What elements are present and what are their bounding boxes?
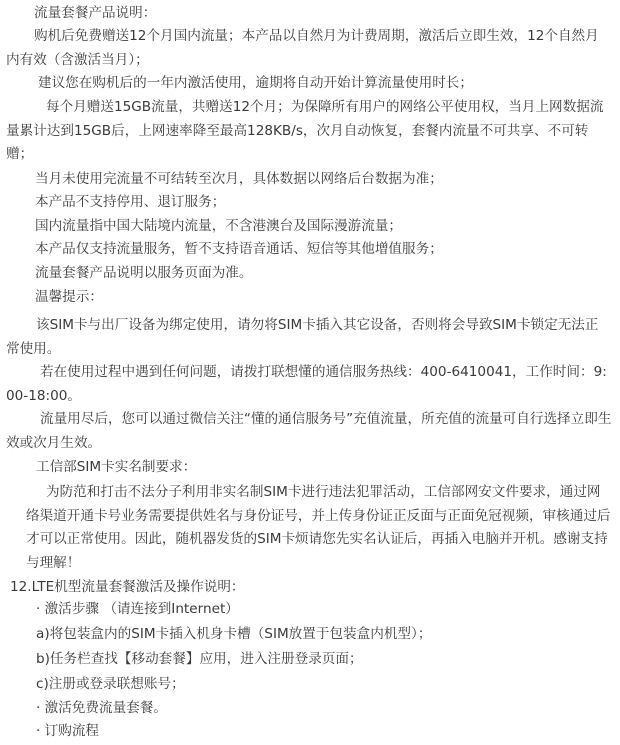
order-process: · 订购流程 xyxy=(36,723,100,739)
activation-step-a: a)将包装盒内的SIM卡插入机身卡槽（SIM放置于包装盒内机型）； xyxy=(36,626,432,642)
plan-item-6: 国内流量指中国大陆境内流量，不含港澳台及国际漫游流量； xyxy=(35,218,403,234)
plan-item-1: 购机后免费赠送12个月国内流量；本产品以自然月为计费周期，激活后立即生效，12个自然月内有效（含激活当月）； xyxy=(6,28,599,68)
miit-text: 为防范和打击不法分子利用非实名制SIM卡进行违法犯罪活动，工信部网安文件要求，通过网络渠道开通卡号业务需要提供姓名与身份证号，并上传身份证正反面与正面免冠视频，审核通过后才可以正常使用。因此，随机器发货的SIM卡烦请您先实名认证后，再插入电脑并开机。感谢支持与理解！ xyxy=(26,484,611,571)
activation-header: · 激活步骤 （请连接到Internet） xyxy=(36,601,239,617)
activation-step-c: c)注册或登录联想账号； xyxy=(36,676,185,692)
plan-item-7: 本产品仅支持流量服务，暂不支持语音通话、短信等其他增值服务； xyxy=(35,241,443,257)
tips-title: 温馨提示： xyxy=(35,289,103,305)
activation-step-b: b)任务栏查找【移动套餐】应用，进入注册登录页面； xyxy=(36,651,363,667)
plan-title: 流量套餐产品说明： xyxy=(34,5,157,21)
plan-item-2: 建议您在购机后的一年内激活使用，逾期将自动开始计算流量使用时长； xyxy=(38,75,473,91)
tips-item-1: 该SIM卡与出厂设备为绑定使用，请勿将SIM卡插入其它设备，否则将会导致SIM卡锁定无法正常使用。 xyxy=(6,317,599,357)
plan-item-8: 流量套餐产品说明以服务页面为准。 xyxy=(35,265,253,281)
lte-title: 12.LTE机型流量套餐激活及操作说明： xyxy=(10,579,245,595)
plan-item-5: 本产品不支持停用、退订服务； xyxy=(35,194,226,210)
miit-title: 工信部SIM卡实名制要求： xyxy=(36,459,197,475)
plan-item-4: 当月未使用完流量不可结转至次月，具体数据以网络后台数据为准； xyxy=(35,171,443,187)
tips-item-3: 流量用尽后，您可以通过微信关注“懂的通信服务号”充值流量，所充值的流量可自行选择立即生效或次月生效。 xyxy=(6,411,612,451)
plan-item-3: 每个月赠送15GB流量，共赠送12个月；为保障所有用户的网络公平使用权，当月上网数据流量累计达到15GB后，上网速率降至最高128KB/s，次月自动恢复，套餐内流量不可共享、不可转赠； xyxy=(6,99,604,162)
activate-free-flow: · 激活免费流量套餐。 xyxy=(36,700,167,716)
tips-item-2: 若在使用过程中遇到任何问题，请拨打联想懂的通信服务热线：400-6410041，工作时间：9:00-18:00。 xyxy=(6,364,607,404)
